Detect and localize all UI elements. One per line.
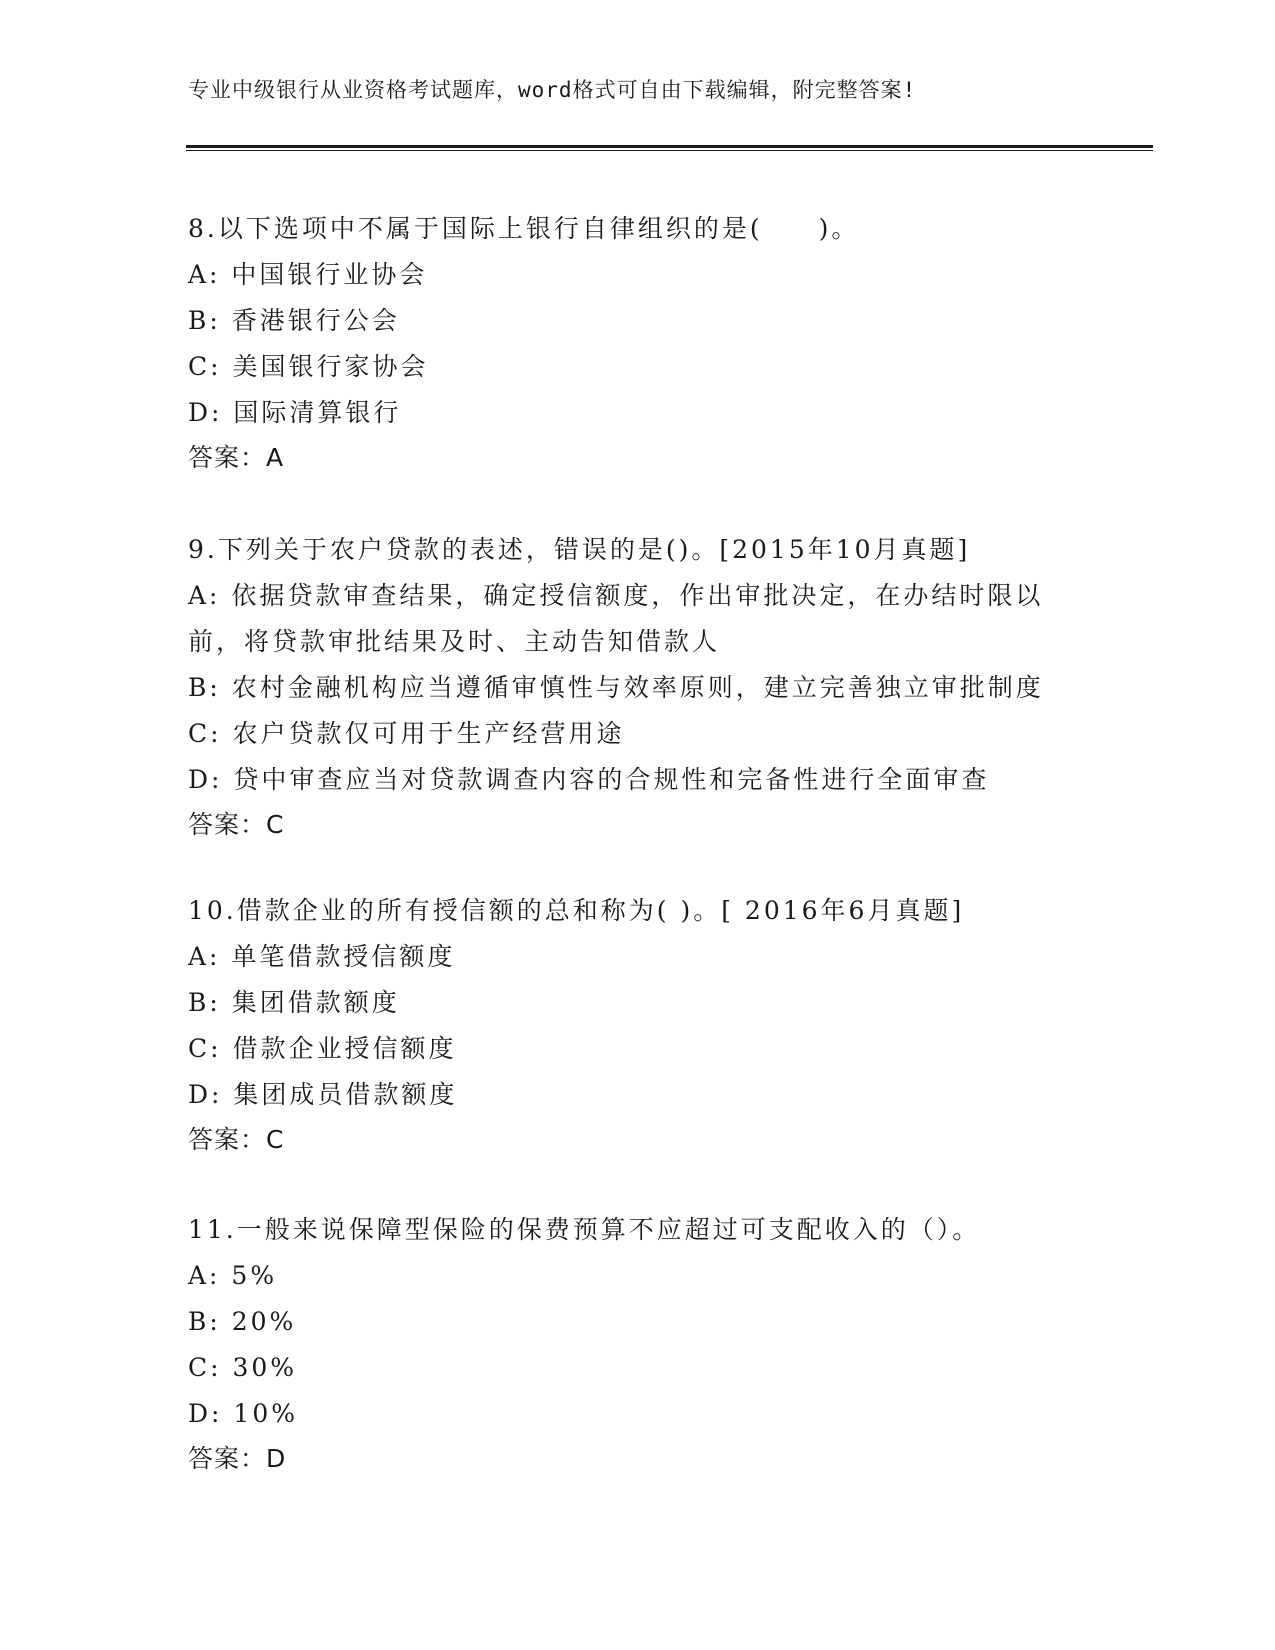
question-11 <box>188 1207 1088 1481</box>
option-a: A: 单笔借款授信额度 <box>188 942 456 971</box>
option-b: B: 集团借款额度 <box>188 988 400 1017</box>
question-8 <box>188 206 1088 480</box>
option-a: A: 5% <box>188 1261 278 1290</box>
header-rule-thick <box>186 145 1153 148</box>
option-a: A: 依据贷款审查结果，确定授信额度，作出审批决定，在办结时限以前，将贷款审批结果及时、主动告知借款人 <box>188 581 1044 656</box>
option-d: D: 贷中审查应当对贷款调查内容的合规性和完备性进行全面审查 <box>188 765 990 794</box>
answer: 答案：D <box>188 1444 287 1473</box>
option-d: D: 集团成员借款额度 <box>188 1080 458 1109</box>
question-stem: 9.下列关于农户贷款的表述，错误的是()。[2015年10月真题] <box>188 535 971 564</box>
option-b: B: 农村金融机构应当遵循审慎性与效率原则，建立完善独立审批制度 <box>188 673 1044 702</box>
option-c: C: 农户贷款仅可用于生产经营用途 <box>188 719 625 748</box>
option-c: C: 30% <box>188 1353 298 1382</box>
question-stem: 10.借款企业的所有授信额的总和称为( )。[ 2016年6月真题] <box>188 896 965 925</box>
answer: 答案：A <box>188 443 285 472</box>
header-rule-thin <box>186 150 1153 151</box>
question-stem: 11.一般来说保障型保险的保费预算不应超过可支配收入的（）。 <box>188 1215 981 1244</box>
option-d: D: 国际清算银行 <box>188 398 402 427</box>
option-c: C: 借款企业授信额度 <box>188 1034 457 1063</box>
option-d: D: 10% <box>188 1399 298 1428</box>
page-header: 专业中级银行从业资格考试题库，word格式可自由下载编辑，附完整答案! <box>188 78 917 102</box>
option-a: A: 中国银行业协会 <box>188 260 428 289</box>
answer: 答案：C <box>188 1125 285 1154</box>
question-stem: 8.以下选项中不属于国际上银行自律组织的是( )。 <box>188 214 860 243</box>
option-b: B: 20% <box>188 1307 297 1336</box>
question-9 <box>188 527 1088 847</box>
option-c: C: 美国银行家协会 <box>188 352 429 381</box>
question-10 <box>188 888 1088 1162</box>
answer: 答案：C <box>188 810 285 839</box>
option-b: B: 香港银行公会 <box>188 306 400 335</box>
